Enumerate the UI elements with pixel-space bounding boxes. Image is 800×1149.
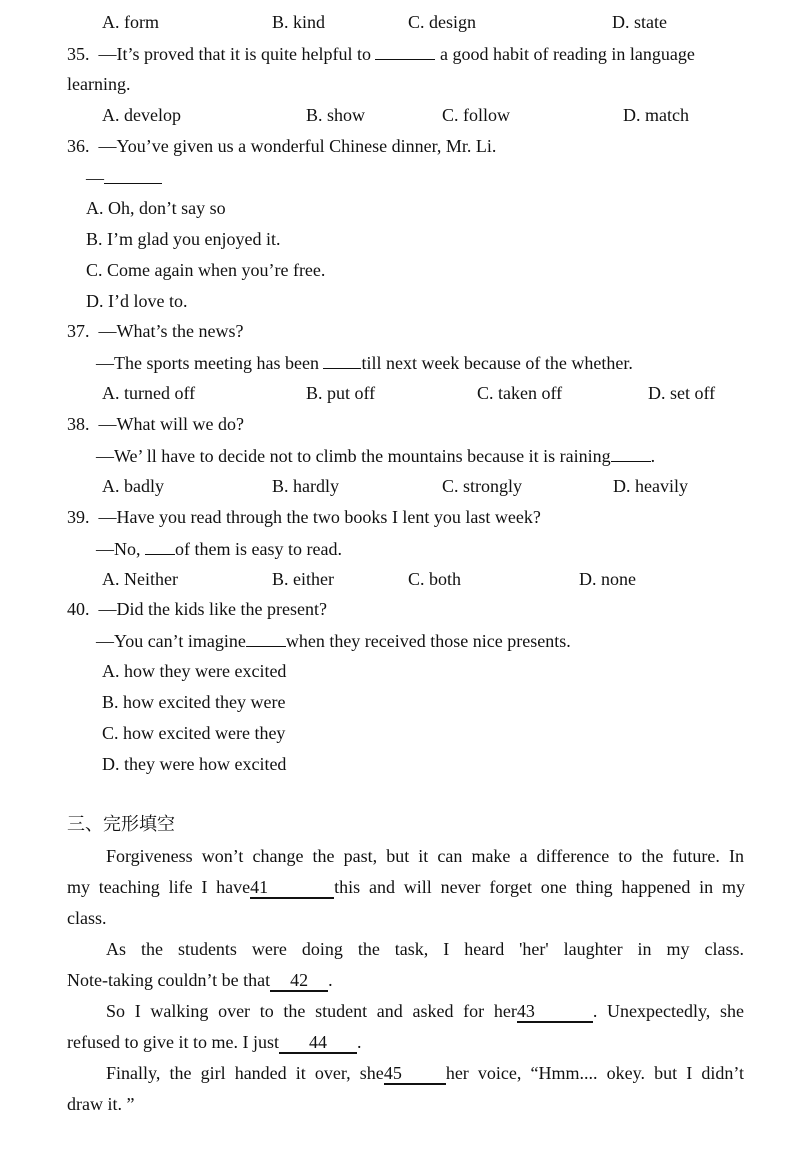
q34-option-b: B. kind	[272, 12, 326, 32]
cloze-blank-45[interactable]: 45	[384, 1063, 446, 1085]
q35-option-d: D. match	[623, 105, 689, 125]
q34-option-a: A. form	[102, 12, 159, 32]
passage-line: As the students were doing the task, I heard 'her' laughter in my class.	[106, 939, 744, 959]
answer-blank	[323, 351, 361, 369]
answer-blank	[104, 166, 162, 184]
q37-option-b: B. put off	[306, 383, 376, 403]
q36-stem: 36. —You’ve given us a wonderful Chinese dinner, Mr. Li.	[67, 136, 497, 156]
cloze-blank-42[interactable]: 42	[270, 970, 328, 992]
q37-option-c: C. taken off	[477, 383, 563, 403]
q40-option-b: B. how excited they were	[102, 692, 286, 712]
q36-option-d: D. I’d love to.	[86, 291, 188, 311]
q34-option-d: D. state	[612, 12, 667, 32]
q37-option-a: A. turned off	[102, 383, 196, 403]
q40-response: —You can’t imagine when they received those nice presents.	[96, 631, 571, 651]
cloze-blank-41[interactable]: 41	[250, 877, 334, 899]
q39-option-b: B. either	[272, 569, 334, 589]
passage-line: So I walking over to the student and asked for her43 . Unexpectedly, she	[106, 1001, 744, 1021]
q39-option-c: C. both	[408, 569, 462, 589]
q35-number: 35.	[67, 44, 90, 64]
q39-option-a: A. Neither	[102, 569, 178, 589]
q40-option-a: A. how they were excited	[102, 661, 287, 681]
q37-response: —The sports meeting has been till next week because of the whether.	[96, 353, 633, 373]
answer-blank	[611, 444, 651, 462]
passage-line: class.	[67, 908, 107, 928]
answer-blank	[246, 629, 286, 647]
q34-option-c: C. design	[408, 12, 477, 32]
cloze-blank-44[interactable]: 44	[279, 1032, 357, 1054]
q38-number: 38.	[67, 414, 90, 434]
q40-option-c: C. how excited were they	[102, 723, 286, 743]
passage-line: my teaching life I have41 this and will never forget one thing happened in my	[67, 877, 745, 897]
q35-option-a: A. develop	[102, 105, 181, 125]
q37-number: 37.	[67, 321, 90, 341]
section-title: 三、完形填空	[67, 814, 175, 835]
answer-blank	[145, 537, 175, 555]
q36-response: —	[86, 166, 162, 189]
q38-option-c: C. strongly	[442, 476, 523, 496]
q35-stem: 35. —It’s proved that it is quite helpful to a good habit of reading in language	[67, 44, 695, 64]
q39-option-d: D. none	[579, 569, 636, 589]
q38-option-a: A. badly	[102, 476, 164, 496]
q36-number: 36.	[67, 136, 90, 156]
q40-stem: 40. —Did the kids like the present?	[67, 599, 327, 619]
q38-option-b: B. hardly	[272, 476, 339, 496]
q40-option-d: D. they were how excited	[102, 754, 287, 774]
q38-response: —We’ ll have to decide not to climb the mountains because it is raining .	[96, 446, 656, 466]
q38-stem: 38. —What will we do?	[67, 414, 244, 434]
q36-option-b: B. I’m glad you enjoyed it.	[86, 229, 281, 249]
q37-option-d: D. set off	[648, 383, 716, 403]
q39-number: 39.	[67, 507, 90, 527]
q37-stem: 37. —What’s the news?	[67, 321, 244, 341]
q36-option-a: A. Oh, don’t say so	[86, 198, 226, 218]
q35-option-c: C. follow	[442, 105, 511, 125]
passage-line: Note-taking couldn’t be that 42 .	[67, 970, 333, 990]
passage-line: refused to give it to me. I just 44 .	[67, 1032, 362, 1052]
passage-line: Forgiveness won’t change the past, but it can make a difference to the future. In	[106, 846, 744, 866]
cloze-blank-43[interactable]: 43	[517, 1001, 593, 1023]
q36-option-c: C. Come again when you’re free.	[86, 260, 326, 280]
q39-response: —No, of them is easy to read.	[96, 539, 342, 559]
passage-line: Finally, the girl handed it over, she45 her voice, “Hmm.... okey. but I didn’t	[106, 1063, 744, 1083]
answer-blank	[375, 42, 435, 60]
q38-option-d: D. heavily	[613, 476, 688, 496]
q35-option-b: B. show	[306, 105, 366, 125]
q35-stem-cont: learning.	[67, 74, 131, 94]
q39-stem: 39. —Have you read through the two books I lent you last week?	[67, 507, 541, 527]
passage-line: draw it. ”	[67, 1094, 135, 1114]
q40-number: 40.	[67, 599, 90, 619]
